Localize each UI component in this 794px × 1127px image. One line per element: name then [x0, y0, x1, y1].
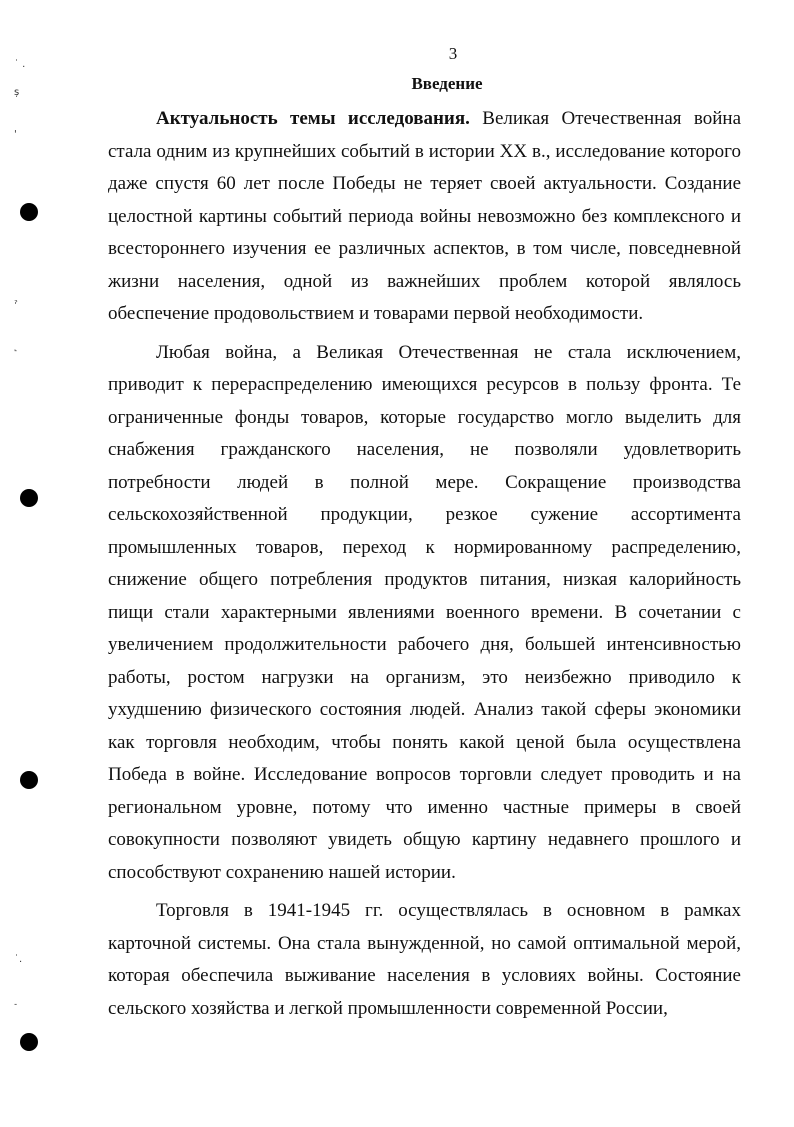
scan-speck: ˙ .	[14, 59, 26, 70]
document-body	[108, 103, 741, 1025]
paragraph-2	[108, 337, 741, 890]
paragraph-3	[108, 895, 741, 1025]
paragraph-text: Великая Отечественная война стала одним из крупнейших событий в истории XX в., исследование которого даже спустя 60 лет после Победы не теряет своей актуальности. Создание целостной картины событий периода войны невозможно без комплексного и всестороннего изучения ее различных аспектов, в том числе, повседневной жизни населения, одной из важнейших проблем которой являлось обеспечение продовольствием и товарами первой необходимости.	[108, 108, 741, 324]
scan-speck: ˙.	[14, 954, 23, 965]
punch-hole-2	[20, 489, 38, 507]
scan-speck: '	[14, 129, 17, 140]
paragraph-text: Любая война, а Великая Отечественная не стала исключением, приводит к перераспределению имеющихся ресурсов в пользу фронта. Те ограниченные фонды товаров, которые государство могло выделить для снабжения гражданского населения, не позволяли удовлетворить потребности людей в полной мере. Сокращение производства сельскохозяйственной продукции, резкое сужение ассортимента промышленных товаров, переход к нормированному распределению, снижение общего потребления продуктов питания, низкая калорийность пищи стали характерными явлениями военного времени. В сочетании с увеличением продолжительности рабочего дня, большей интенсивностью работы, ростом нагрузки на организм, это неизбежно приводило к ухудшению физического состояния людей. Анализ такой сферы экономики как торговля необходим, чтобы понять какой ценой была осуществлена Победа в войне. Исследование вопросов торговли следует проводить и на региональном уровне, потому что именно частные примеры в своей совокупности позволяют увидеть общую картину недавнего прошлого и способствуют сохранению нашей истории.	[108, 341, 741, 883]
page-number: 3	[448, 44, 458, 63]
paragraph-lead: Актуальность темы исследования.	[156, 108, 470, 129]
paragraph-text: Торговля в 1941-1945 гг. осуществлялась в основном в рамках карточной системы. Она стала вынужденной, но самой оптимальной мерой, которая обеспечила выживание населения в условиях войны. Состояние сельского хозяйства и легкой промышленности современной России,	[108, 900, 741, 1019]
punch-hole-3	[20, 771, 38, 789]
punch-hole-1	[20, 203, 38, 221]
scan-speck: ˻	[14, 341, 18, 352]
page-title: Введение	[411, 74, 483, 93]
scan-speck: ˀ	[14, 299, 18, 310]
paragraph-1	[108, 103, 741, 331]
scan-speck: ș	[14, 87, 20, 98]
punch-hole-4	[20, 1033, 38, 1051]
scan-speck: ˗	[14, 999, 18, 1010]
